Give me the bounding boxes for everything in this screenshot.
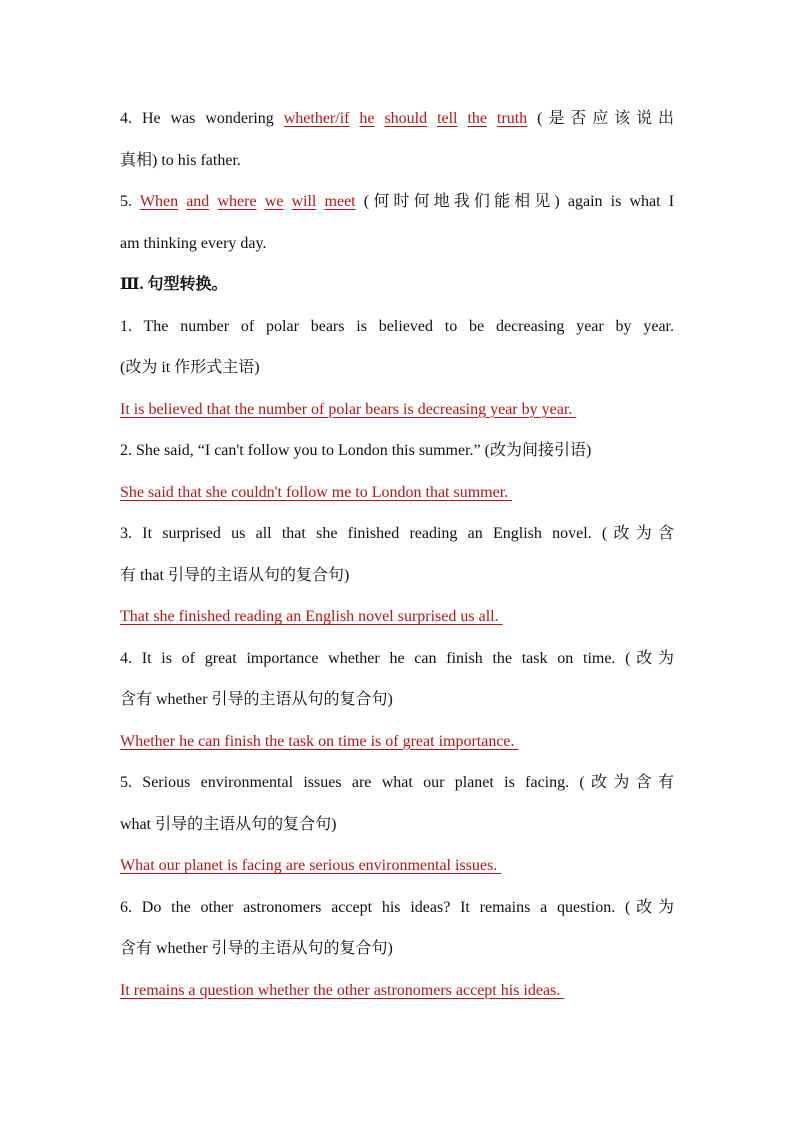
question-4-line-1: 4. It is of great importance whether he can finish the task on time. (改为 bbox=[120, 649, 674, 667]
chinese-hint: (何时何地我们能相见) bbox=[363, 193, 560, 210]
chinese-hint: 真相) bbox=[120, 151, 158, 169]
answer-text: What our planet is facing are serious environmental issues. bbox=[120, 857, 498, 874]
blank-answer: we bbox=[264, 193, 284, 210]
question-5-line-1: 5. Serious environmental issues are what our planet is facing. (改为含有 bbox=[120, 774, 674, 791]
item-text: again is what I bbox=[567, 193, 674, 210]
answer-underline-tail bbox=[499, 596, 508, 638]
chinese-hint: (是否应该说出 bbox=[537, 110, 674, 127]
answer-text: It remains a question whether the other astronomers accept his ideas. bbox=[120, 981, 561, 999]
section-heading: Ⅲ. 句型转换。 bbox=[120, 276, 228, 293]
blank-answer: he bbox=[359, 110, 375, 127]
blank-answer: should bbox=[384, 110, 428, 127]
item-number: 4. bbox=[120, 110, 132, 127]
answer-underline-tail bbox=[572, 389, 581, 431]
blank-answer: whether/if bbox=[283, 110, 350, 127]
question-5-line-2: what 引导的主语从句的复合句) bbox=[120, 815, 337, 833]
answer-3 bbox=[120, 596, 674, 638]
item-5-line-1 bbox=[120, 181, 674, 223]
question-1-line-2: (改为 it 作形式主语) bbox=[120, 359, 260, 376]
answer-6 bbox=[120, 970, 674, 1012]
item-5-line-2 bbox=[120, 223, 674, 265]
question-3-line-2: 有 that 引导的主语从句的复合句) bbox=[120, 566, 350, 584]
answer-underline-tail bbox=[515, 721, 524, 763]
answer-5 bbox=[120, 845, 674, 887]
answer-1 bbox=[120, 389, 674, 431]
blank-answer: truth bbox=[496, 110, 528, 127]
answer-underline-tail bbox=[497, 845, 506, 887]
question-6-line-1: 6. Do the other astronomers accept his ideas? It remains a question. (改为 bbox=[120, 898, 674, 916]
blank-answer: tell bbox=[437, 110, 458, 127]
answer-text: Whether he can finish the task on time is of great importance. bbox=[120, 732, 515, 750]
answer-2 bbox=[120, 472, 674, 514]
answer-text: That she finished reading an English novel surprised us all. bbox=[120, 608, 499, 625]
answer-text: It is believed that the number of polar bears is decreasing year by year. bbox=[120, 400, 573, 418]
question-6-line-2: 含有 whether 引导的主语从句的复合句) bbox=[120, 940, 393, 957]
blank-answer: When bbox=[139, 193, 179, 210]
worksheet-page bbox=[120, 98, 674, 1011]
item-text: He was wondering bbox=[141, 110, 274, 127]
question-1-line-1: 1. The number of polar bears is believed to be decreasing year by year. bbox=[120, 317, 674, 335]
item-text: am thinking every day. bbox=[120, 234, 267, 252]
answer-underline-tail bbox=[508, 472, 517, 514]
blank-answer: will bbox=[291, 193, 317, 210]
blank-answer: meet bbox=[324, 193, 356, 210]
answer-text: She said that she couldn't follow me to London that summer. bbox=[120, 483, 509, 501]
item-4-line-2 bbox=[120, 140, 674, 182]
item-4-line-1 bbox=[120, 98, 674, 140]
item-text: to his father. bbox=[161, 151, 241, 169]
blank-answer: the bbox=[467, 110, 487, 127]
question-4-line-2: 含有 whether 引导的主语从句的复合句) bbox=[120, 691, 393, 708]
answer-underline-tail bbox=[560, 970, 569, 1012]
question-2-line-1: 2. She said, “I can't follow you to London this summer.” (改为间接引语) bbox=[120, 442, 592, 459]
item-number: 5. bbox=[120, 193, 132, 210]
blank-answer: where bbox=[217, 193, 257, 210]
answer-4 bbox=[120, 721, 674, 763]
blank-answer: and bbox=[186, 193, 210, 210]
question-3-line-1: 3. It surprised us all that she finished reading an English novel. (改为含 bbox=[120, 525, 674, 542]
